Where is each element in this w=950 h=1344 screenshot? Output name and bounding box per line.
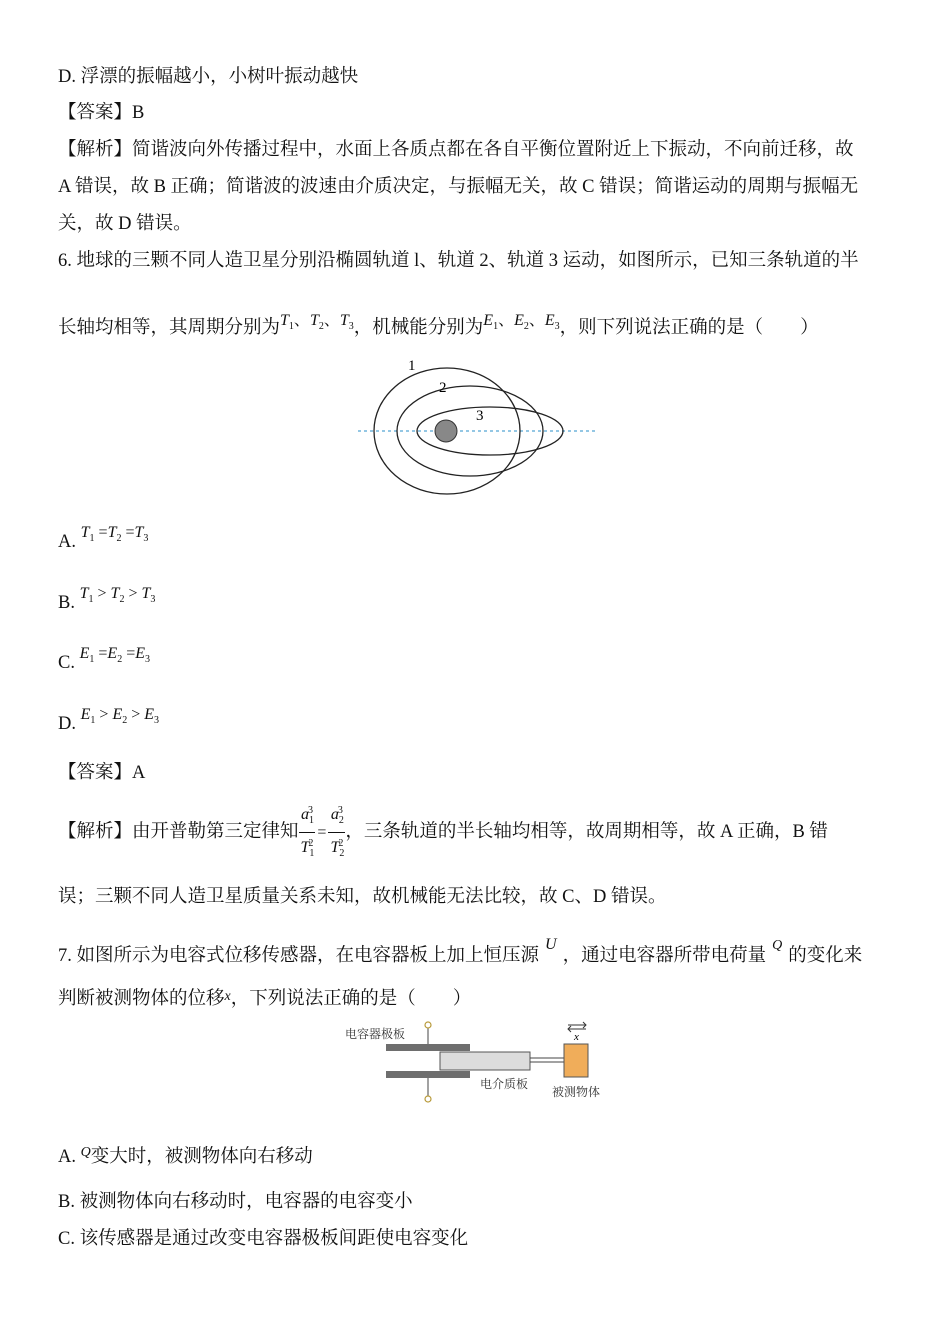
- kepler-fraction-right: $\frac{a_2^3}{T_2^2}$: [328, 800, 345, 865]
- q7-stem-line-2: 判断被测物体的位移$^x$，下列说法正确的是（ ）: [58, 989, 472, 1009]
- displacement-x-label: x: [574, 1031, 579, 1043]
- q6-answer: 【答案】A: [58, 763, 146, 783]
- lower-terminal: [425, 1096, 431, 1102]
- q6-option-b: B. $T_1 > T_2 > T_3$: [58, 585, 156, 613]
- q7-option-b: B. 被测物体向右移动时，电容器的电容变小: [58, 1192, 413, 1212]
- q5-answer: 【答案】B: [58, 103, 145, 123]
- upper-terminal: [425, 1022, 431, 1028]
- q6-stem-line-2: 长轴均相等，其周期分别为$T_1$、$T_2$、$T_3$，机械能分别为$E_1$、$E_2$、$E_3$，则下列说法正确的是（ ）: [58, 312, 819, 338]
- q6-option-d: D. $E_1 > E_2 > E_3$: [58, 706, 160, 734]
- q7-option-a: A. $^Q$变大时，被测物体向右移动: [58, 1145, 313, 1167]
- q6-option-c: C. $E_1 =E_2 =E_3$: [58, 645, 150, 673]
- lower-plate: [386, 1071, 470, 1078]
- orbit-2-label: 2: [439, 380, 447, 396]
- q6-analysis-line-1: 【解析】由开普勒第三定律知 $\frac{a_1^3}{T_1^2}$ = $\frac{a_2^3}{T_2^2}$ ，三条轨道的半长轴均相等，故周期相等，故 A 正确，B 错: [58, 800, 828, 865]
- capacitor-sensor-diagram: [340, 1016, 620, 1108]
- q6-stem-line-1: 6. 地球的三颗不同人造卫星分别沿椭圆轨道 l、轨道 2、轨道 3 运动，如图所示，已知三条轨道的半: [58, 251, 859, 271]
- upper-plate: [386, 1044, 470, 1051]
- orbit-1-label: 1: [408, 358, 416, 374]
- dielectric-label: 电介质板: [480, 1077, 529, 1091]
- q5-analysis-line-3: 关，故 D 错误。: [58, 214, 192, 234]
- kepler-fraction-left: $\frac{a_1^3}{T_1^2}$: [299, 800, 316, 865]
- dielectric-slab: [440, 1052, 530, 1070]
- q7-stem-line-1: 7. 如图所示为电容式位移传感器，在电容器板上加上恒压源U，通过电容器所带电荷量$^Q$的变化来: [58, 936, 863, 966]
- orbit-3-label: 3: [476, 408, 484, 424]
- earth: [435, 420, 457, 442]
- q5-analysis-line-1: 【解析】简谐波向外传播过程中，水面上各质点都在各自平衡位置附近上下振动，不向前迁移，故: [58, 140, 854, 160]
- orbit-diagram: [350, 352, 600, 497]
- q6-analysis-line-2: 误；三颗不同人造卫星质量关系未知，故机械能无法比较，故 C、D 错误。: [58, 887, 667, 907]
- q5-analysis-line-2: A 错误，故 B 正确；简谐波的波速由介质决定，与振幅无关，故 C 错误；简谐运动的周期与振幅无: [58, 177, 859, 197]
- q6-option-a: A. $T_1 =T_2 =T_3$: [58, 524, 149, 552]
- object-label: 被测物体: [552, 1085, 601, 1099]
- plate-label: 电容器极板: [345, 1027, 406, 1041]
- q5-option-d: D. 浮漂的振幅越小，小树叶振动越快: [58, 67, 359, 87]
- measured-object: [564, 1044, 588, 1077]
- q7-option-c: C. 该传感器是通过改变电容器极板间距使电容变化: [58, 1229, 469, 1249]
